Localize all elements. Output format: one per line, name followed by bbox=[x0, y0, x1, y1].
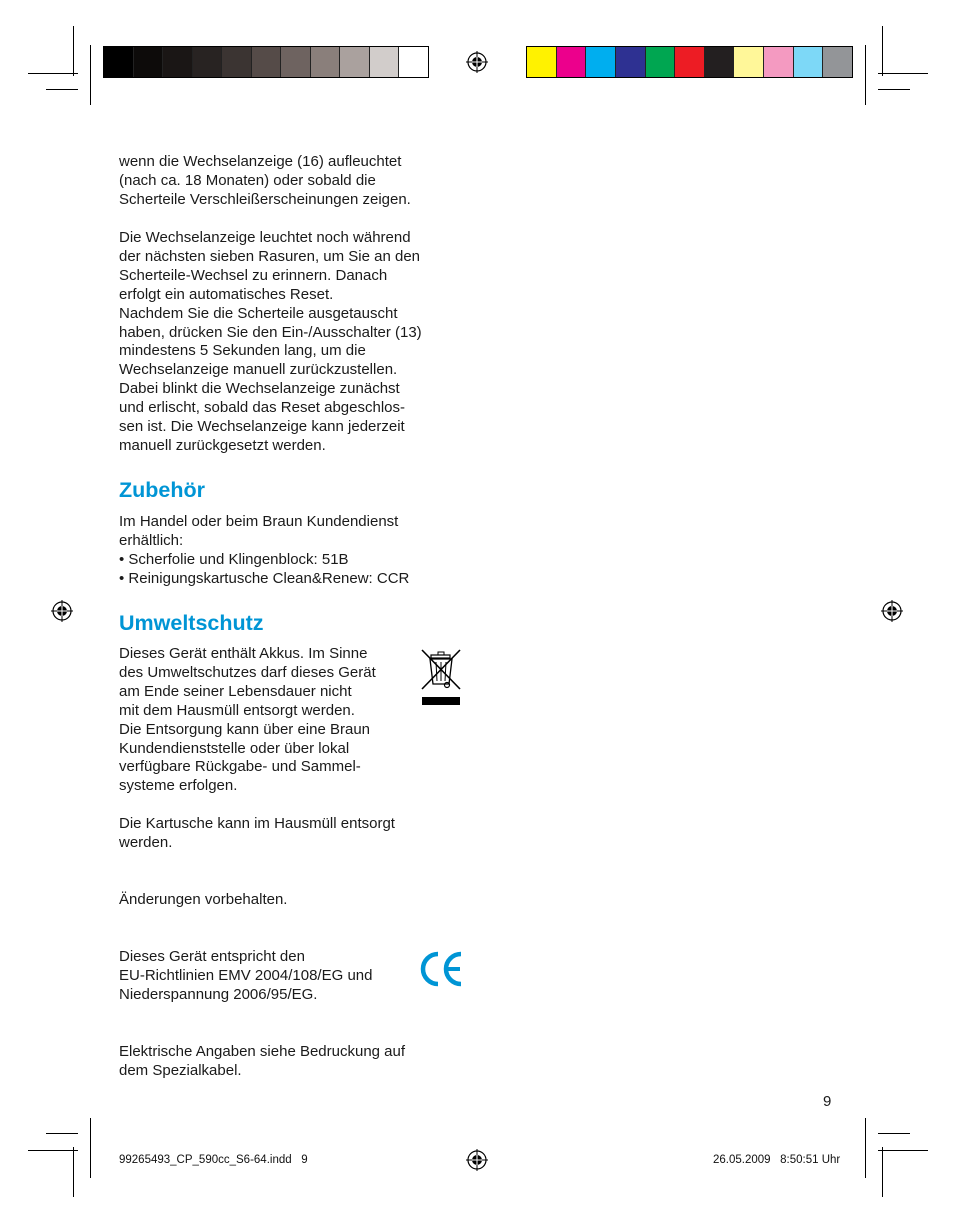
crop-mark-bottom-left-v bbox=[73, 1147, 74, 1197]
crop-mark-bottom-right-v bbox=[882, 1147, 883, 1197]
changes-section bbox=[119, 891, 464, 910]
color-swatch bbox=[281, 47, 311, 77]
color-swatch bbox=[675, 47, 705, 77]
compliance-section bbox=[119, 948, 419, 1005]
color-swatch bbox=[794, 47, 824, 77]
reset-paragraph bbox=[119, 229, 464, 456]
page-number: 9 bbox=[823, 1093, 832, 1110]
ce-mark-icon bbox=[418, 950, 464, 988]
crop-mark-top-left-v2 bbox=[90, 45, 91, 105]
color-swatch bbox=[134, 47, 164, 77]
list-item: • Scherfolie und Klingenblock: 51B bbox=[119, 550, 349, 568]
footer-filename: 99265493_CP_590cc_S6-64.indd 9 bbox=[119, 1154, 308, 1166]
electrical-section bbox=[119, 1043, 464, 1081]
paragraph-cartridge-disposal: Die Kartusche kann im Hausmüll entsorgt werden. bbox=[119, 815, 395, 851]
color-swatch bbox=[734, 47, 764, 77]
color-swatch bbox=[764, 47, 794, 77]
color-swatch bbox=[646, 47, 676, 77]
crop-mark-top-right-v bbox=[882, 26, 883, 76]
crop-mark-bottom-left-h2 bbox=[28, 1150, 78, 1151]
crop-mark-top-left-h2 bbox=[46, 89, 78, 90]
paragraph-electrical-info: Elektrische Angaben siehe Bedruckung auf dem Spezialkabel. bbox=[119, 1043, 406, 1079]
color-swatch bbox=[399, 47, 428, 77]
crop-mark-top-left-h bbox=[28, 73, 78, 74]
crop-mark-top-right-h2 bbox=[878, 89, 910, 90]
crossed-out-wheelie-bin-icon bbox=[419, 646, 463, 708]
color-swatch bbox=[163, 47, 193, 77]
crop-mark-top-left-v bbox=[73, 26, 74, 76]
color-swatch bbox=[252, 47, 282, 77]
color-swatch bbox=[616, 47, 646, 77]
crop-mark-top-right-h bbox=[878, 73, 928, 74]
paragraph-battery-disposal: Dieses Gerät enthält Akkus. Im Sinne des Umweltschutzes darf dieses Gerät am Ende seiner Lebensdauer nicht mit dem Hausmüll entsorgt werden. Die Entsorgung kann über eine Braun Kundendienststelle oder über lokal verfügbare Rückgabe- und Sammel- systeme erfolgen. bbox=[119, 645, 376, 795]
heading-umweltschutz: Umweltschutz bbox=[119, 611, 264, 635]
color-swatch bbox=[311, 47, 341, 77]
color-swatch bbox=[193, 47, 223, 77]
list-item: • Reinigungskartusche Clean&Renew: CCR bbox=[119, 569, 410, 587]
paragraph-changes-reserved: Änderungen vorbehalten. bbox=[119, 891, 288, 908]
heading-zubehoer: Zubehör bbox=[119, 478, 205, 502]
color-swatch bbox=[586, 47, 616, 77]
registration-mark-icon bbox=[51, 600, 73, 622]
color-swatch bbox=[823, 47, 852, 77]
color-swatch bbox=[557, 47, 587, 77]
shaving-parts-paragraph bbox=[119, 153, 464, 210]
color-swatch bbox=[222, 47, 252, 77]
crop-mark-bottom-left-v2 bbox=[90, 1118, 91, 1178]
color-swatch bbox=[340, 47, 370, 77]
color-swatch bbox=[705, 47, 735, 77]
registration-mark-icon bbox=[881, 600, 903, 622]
crop-mark-bottom-right-h bbox=[878, 1133, 910, 1134]
paragraph-replacement-indicator: wenn die Wechselanzeige (16) aufleuchtet (nach ca. 18 Monaten) oder sobald die Scherteile Verschleißerscheinungen zeigen. bbox=[119, 153, 411, 208]
process-color-bar bbox=[526, 46, 853, 78]
accessories-intro: Im Handel oder beim Braun Kundendienst erhältlich: bbox=[119, 513, 399, 549]
registration-mark-icon bbox=[466, 51, 488, 73]
paragraph-eu-compliance: Dieses Gerät entspricht den EU-Richtlinien EMV 2004/108/EG und Niederspannung 2006/95/EG. bbox=[119, 948, 373, 1003]
paragraph-reset-instructions: Die Wechselanzeige leuchtet noch während der nächsten sieben Rasuren, um Sie an den Scherteile-Wechsel zu erinnern. Danach erfolgt ein automatisches Reset. Nachdem Sie die Scherteile ausgetauscht haben, drücken Sie den Ein-/Ausschalter (13) mindestens 5 Sekunden lang, um die Wechselanzeige manuell zurückzustellen. Dabei blinkt die Wechselanzeige zunächst und erlischt, sobald das Reset abgeschlos- sen ist. Die Wechselanzeige kann jederzeit manuell zurückgesetzt werden. bbox=[119, 229, 422, 454]
accessories-section bbox=[119, 513, 464, 589]
crop-mark-top-right-v2 bbox=[865, 45, 866, 105]
registration-mark-icon bbox=[466, 1149, 488, 1171]
grayscale-color-bar bbox=[103, 46, 429, 78]
environment-section bbox=[119, 645, 419, 796]
crop-mark-bottom-right-v2 bbox=[865, 1118, 866, 1178]
color-swatch bbox=[104, 47, 134, 77]
crop-mark-bottom-left-h bbox=[46, 1133, 78, 1134]
crop-mark-bottom-right-h2 bbox=[878, 1150, 928, 1151]
color-swatch bbox=[527, 47, 557, 77]
color-swatch bbox=[370, 47, 400, 77]
accessories-list bbox=[119, 551, 464, 589]
cartridge-section bbox=[119, 815, 464, 853]
footer-timestamp: 26.05.2009 8:50:51 Uhr bbox=[713, 1154, 841, 1166]
